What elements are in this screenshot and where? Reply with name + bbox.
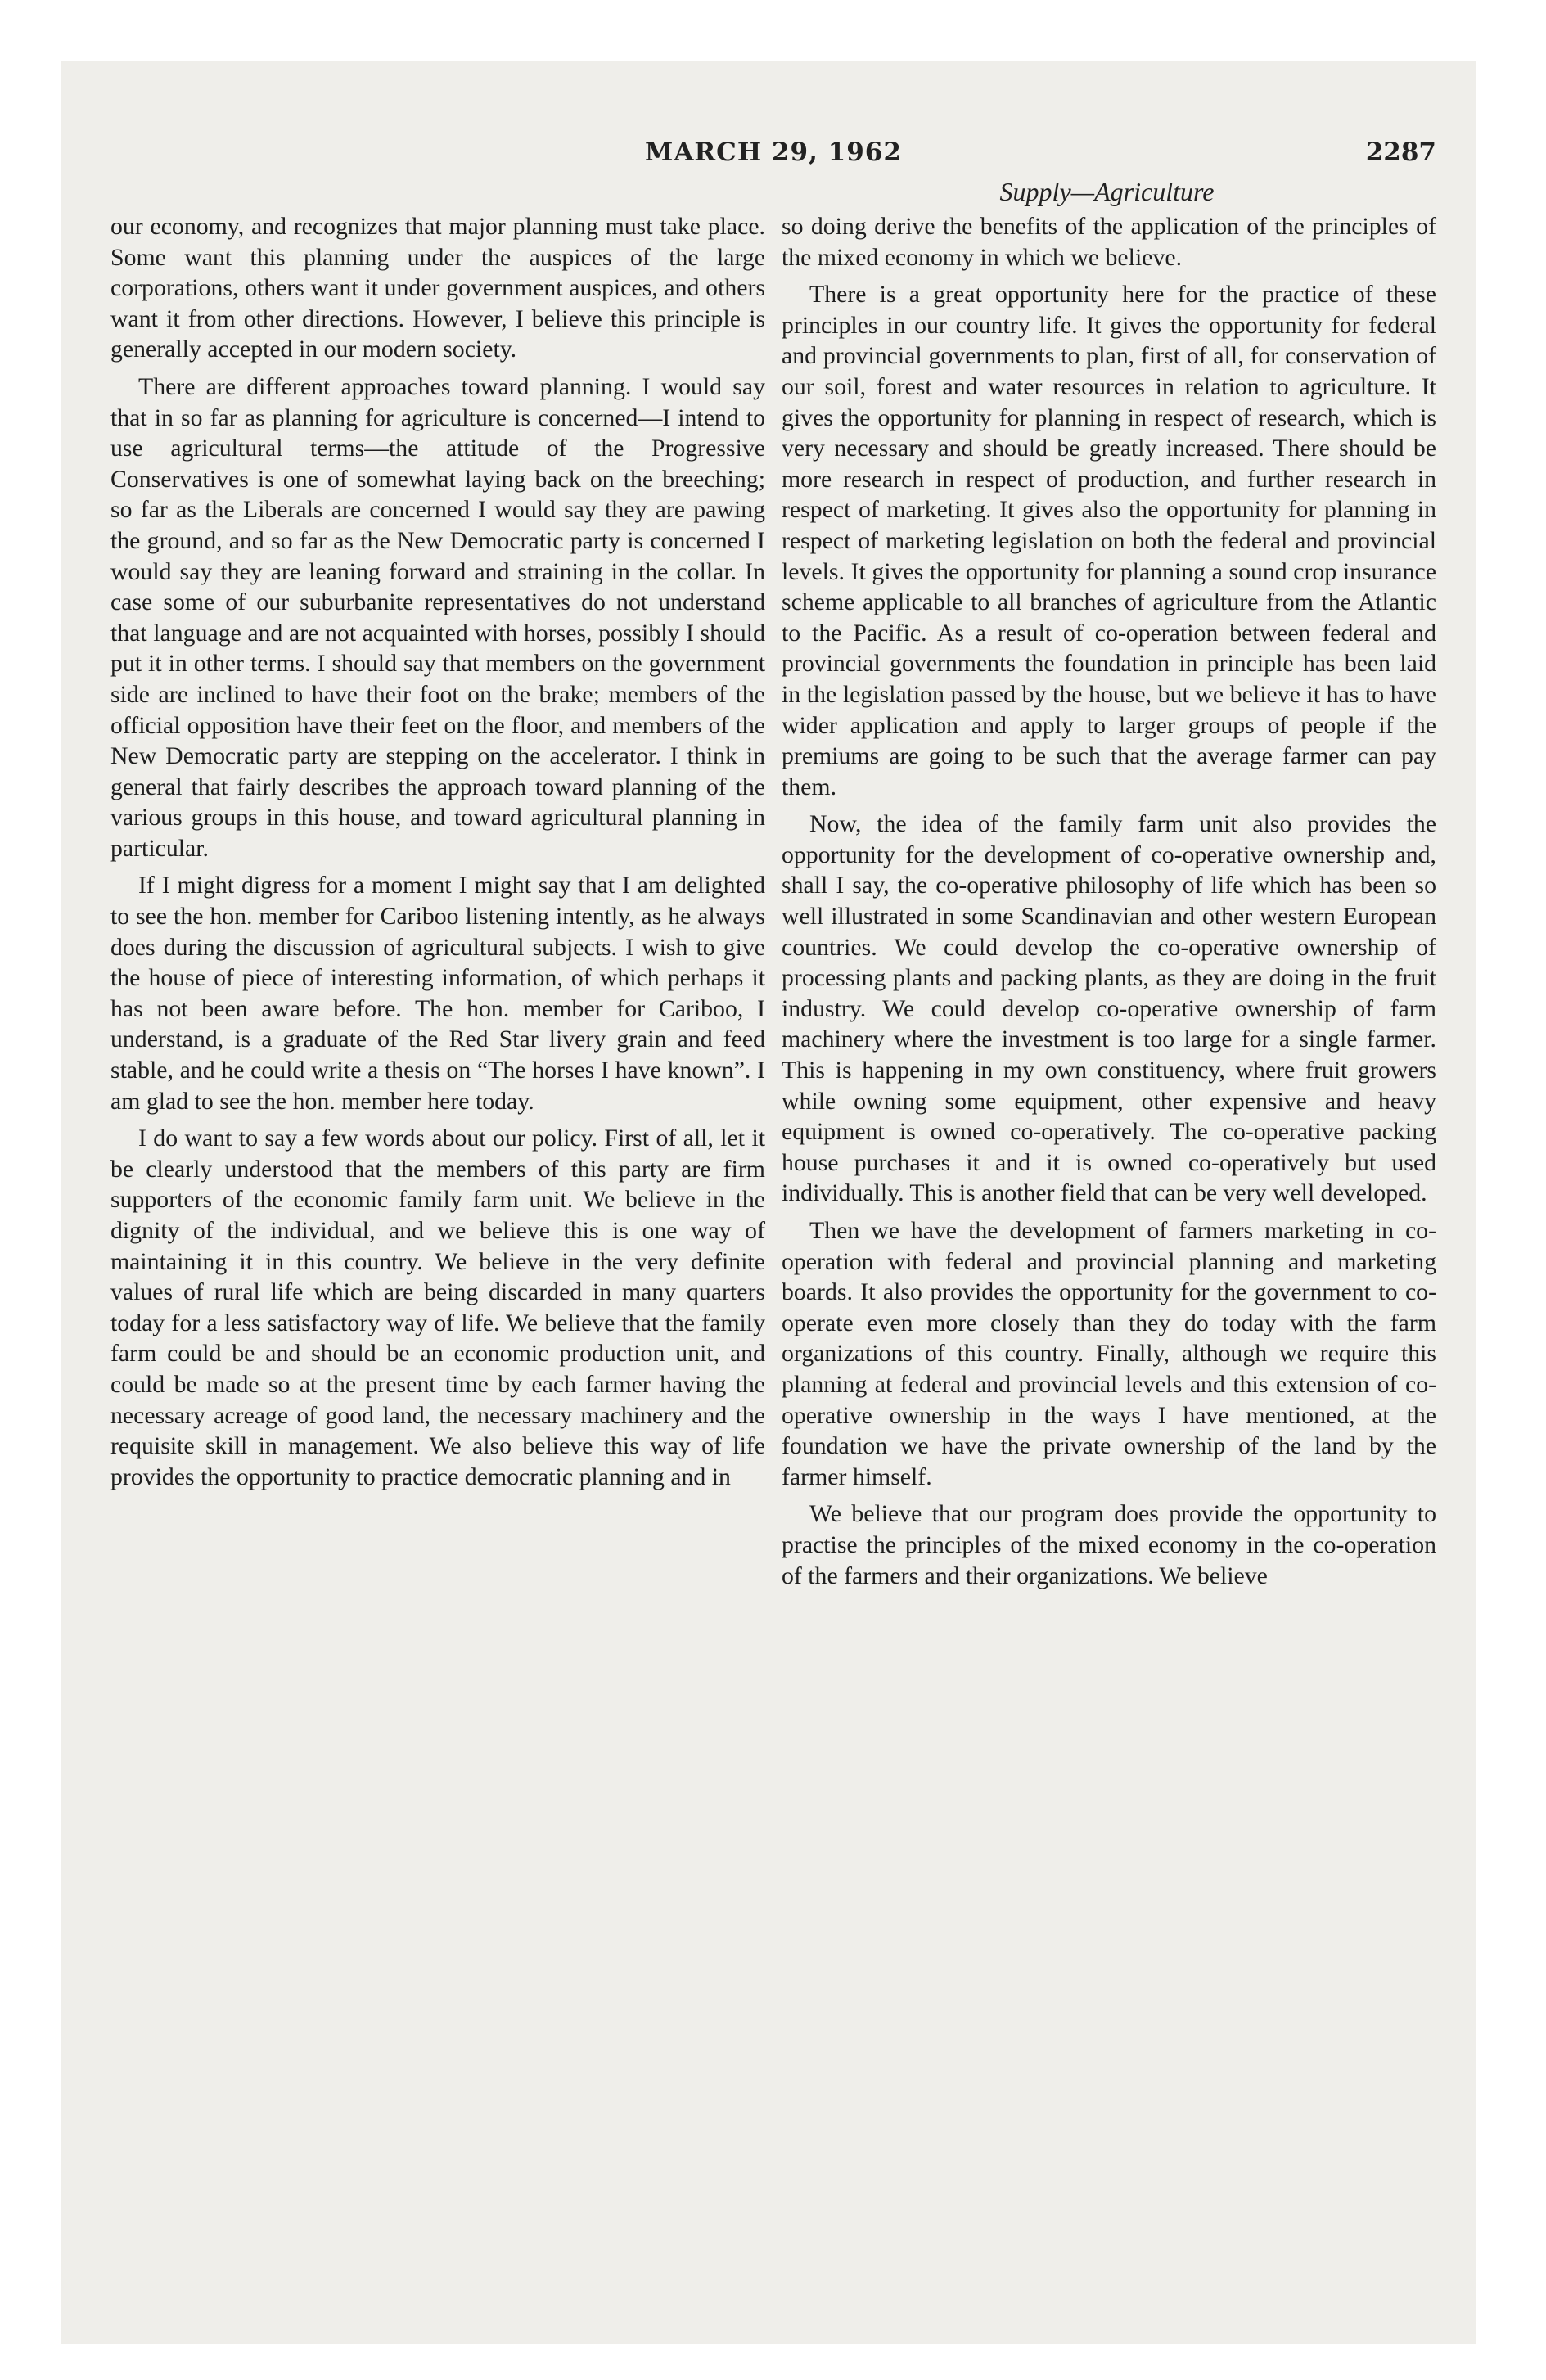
left-column bbox=[110, 211, 765, 1499]
paragraph: our economy, and recognizes that major planning must take place. Some want this planning under the auspices of the large corporations, others want it under government auspices, and others want it from other directions. However, I believe this principle is generally accepted in our modern society. bbox=[110, 213, 765, 363]
paragraph: If I might digress for a moment I might say that I am delighted to see the hon. member for Cariboo listening intently, as he always does during the discussion of agricultural subjects. I wish to give the house of piece of interesting information, of which perhaps it has not been aware before. The hon. member for Cariboo, I understand, is a graduate of the Red Star livery grain and feed stable, and he could write a thesis on “The horses I have known”. I am glad to see the hon. member here today. bbox=[110, 872, 765, 1115]
page-date: MARCH 29, 1962 bbox=[645, 137, 902, 167]
running-head: Supply—Agriculture bbox=[999, 177, 1215, 206]
paragraph: There is a great opportunity here for the practice of these principles in our country life. It gives the opportunity for federal and provincial governments to plan, first of all, for conservation of our soil, forest and water resources in relation to agriculture. It gives the opportunity for planning in respect of research, which is very necessary and should be greatly increased. There should be more research in respect of production, and further research in respect of marketing. It gives also the opportunity for planning in respect of marketing legislation on both the federal and provincial levels. It gives the opportunity for planning a sound crop insurance scheme applicable to all branches of agriculture from the Atlantic to the Pacific. As a result of co-operation between federal and provincial governments the foundation in principle has been laid in the legislation passed by the house, but we believe it has to have wider application and apply to larger groups of people if the premiums are going to be such that the average farmer can pay them. bbox=[782, 281, 1436, 800]
right-column bbox=[782, 211, 1436, 1598]
page-header bbox=[110, 137, 1436, 177]
paragraph: I do want to say a few words about our policy. First of all, let it be clearly understood that the members of this party are firm supporters of the economic family farm unit. We believe in the dignity of the individual, and we believe this is one way of maintaining it in this country. We believe in the very definite values of rural life which are being discarded in many quarters today for a less satisfactory way of life. We believe that the family farm could be and should be an economic production unit, and could be made so at the present time by each farmer having the necessary acreage of good land, the necessary machinery and the requisite skill in management. We also believe this way of life provides the opportunity to practice democratic planning and in bbox=[110, 1125, 765, 1490]
paragraph: We believe that our program does provide the opportunity to practise the principles of the mixed economy in the co-operation of the farmers and their organizations. We believe bbox=[782, 1500, 1436, 1589]
page-number: 2287 bbox=[1365, 137, 1436, 167]
paragraph: There are different approaches toward planning. I would say that in so far as planning for agriculture is concerned—I intend to use agricultural terms—the attitude of the Progressive Conservatives is one of somewhat laying back on the breeching; so far as the Liberals are concerned I would say they are pawing the ground, and so far as the New Democratic party is concerned I would say they are leaning forward and straining in the collar. In case some of our suburbanite representatives do not understand that language and are not acquainted with horses, possibly I should put it in other terms. I should say that members on the government side are inclined to have their foot on the brake; members of the official opposition have their feet on the floor, and members of the New Democratic party are stepping on the accelerator. I think in general that fairly describes the approach toward planning of the various groups in this house, and toward agricultural planning in particular. bbox=[110, 372, 765, 862]
paragraph: Then we have the development of farmers marketing in co-operation with federal and provincial planning and marketing boards. It also provides the opportunity for the government to co-operate even more closely than they do today with the farm organizations of this country. Finally, although we require this planning at federal and provincial levels and this extension of co-operative ownership in the ways I have mentioned, at the foundation we have the private ownership of the land by the farmer himself. bbox=[782, 1217, 1436, 1490]
paragraph: Now, the idea of the family farm unit also provides the opportunity for the development of co-operative ownership and, shall I say, the co-operative philosophy of life which has been so well illustrated in some Scandinavian and other western European countries. We could develop the co-operative ownership of processing plants and packing plants, as they are doing in the fruit industry. We could develop co-operative ownership of farm machinery where the investment is too large for a single farmer. This is happening in my own constituency, where fruit growers while owning some equipment, other expensive and heavy equipment is owned co-operatively. The co-operative packing house purchases it and it is owned co-operatively but used individually. This is another field that can be very well developed. bbox=[782, 810, 1436, 1207]
paragraph: so doing derive the benefits of the application of the principles of the mixed economy in which we believe. bbox=[782, 213, 1436, 271]
